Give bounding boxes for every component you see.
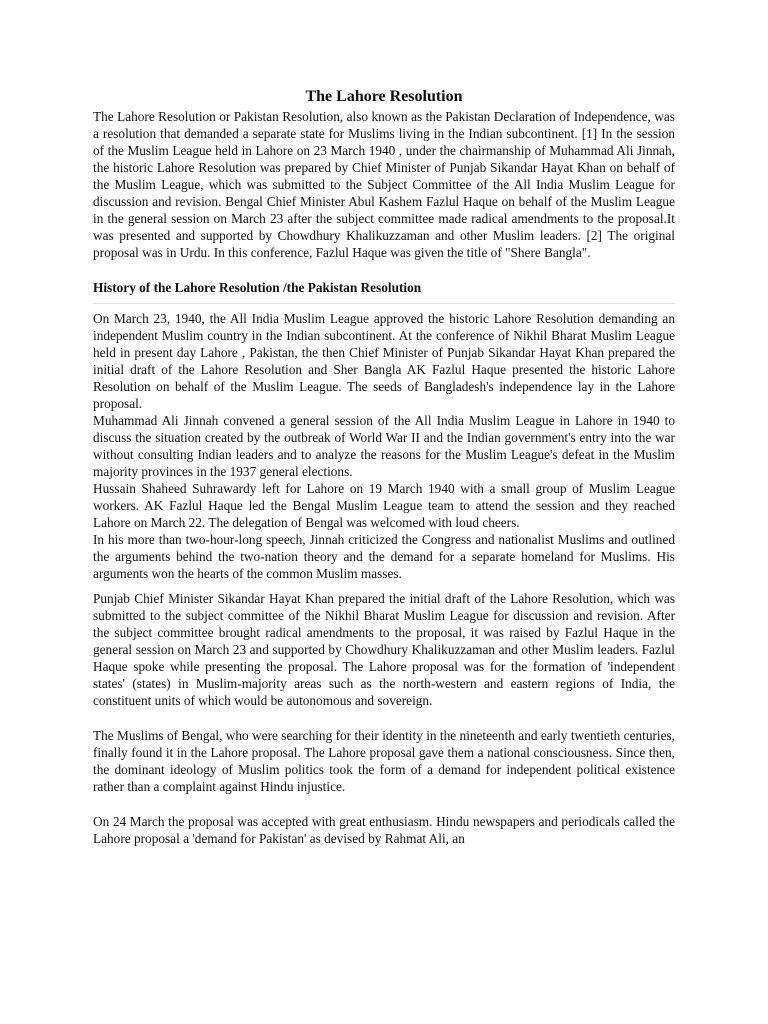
spacer: [93, 582, 675, 590]
history-paragraph-6: The Muslims of Bengal, who were searching for their identity in the nineteenth and early twentieth centuries, finally found it in the Lahore proposal. The Lahore proposal gave them a national consciousness. Since then, the dominant ideology of Muslim politics took the form of a demand for independent political existence rather than a complaint against Hindu injustice.: [93, 728, 675, 794]
spacer: [93, 709, 675, 727]
history-paragraph-1: On March 23, 1940, the All India Muslim League approved the historic Lahore Resolution demanding an independent Muslim country in the Indian subcontinent. At the conference of Nikhil Bharat Muslim League held in present day Lahore , Pakistan, the then Chief Minister of Punjab Sikandar Hayat Khan prepared the initial draft of the Lahore Resolution and Sher Bangla AK Fazlul Haque presented the historic Lahore Resolution on behalf of the Muslim League. The seeds of Bangladesh's independence lay in the Lahore proposal.: [93, 311, 675, 411]
intro-paragraph: The Lahore Resolution or Pakistan Resolution, also known as the Pakistan Declaration of Independence, was a resolution that demanded a separate state for Muslims living in the Indian subcontinent. [1] In the session of the Muslim League held in Lahore on 23 March 1940 , under the chairmanship of Muhammad Ali Jinnah, the historic Lahore Resolution was prepared by Chief Minister of Punjab Sikandar Hayat Khan on behalf of the Muslim League, which was submitted to the Subject Committee of the All India Muslim League for discussion and revision. Bengal Chief Minister Abul Kashem Fazlul Haque on behalf of the Muslim League in the general session on March 23 after the subject committee made radical amendments to the proposal.It was presented and supported by Chowdhury Khalikuzzaman and other Muslim leaders. [2] The original proposal was in Urdu. In this conference, Fazlul Haque was given the title of "Shere Bangla".: [93, 109, 675, 260]
history-paragraph-7: On 24 March the proposal was accepted with great enthusiasm. Hindu newspapers and periodicals called the Lahore proposal a 'demand for Pakistan' as devised by Rahmat Ali, an: [93, 814, 675, 846]
spacer: [93, 795, 675, 813]
document-page: [93, 84, 675, 847]
section-heading: History of the Lahore Resolution /the Pakistan Resolution: [93, 279, 675, 304]
history-paragraph-2: Muhammad Ali Jinnah convened a general session of the All India Muslim League in Lahore in 1940 to discuss the situation created by the outbreak of World War II and the Indian government's entry into the war without consulting Indian leaders and to analyze the reasons for the Muslim League's defeat in the Muslim majority provinces in the 1937 general elections.: [93, 413, 675, 479]
history-paragraph-5: Punjab Chief Minister Sikandar Hayat Khan prepared the initial draft of the Lahore Resolution, which was submitted to the subject committee of the Nikhil Bharat Muslim League for discussion and revision. After the subject committee brought radical amendments to the proposal, it was raised by Fazlul Haque in the general session on March 23 and supported by Chowdhury Khalikuzzaman and other Muslim leaders. Fazlul Haque spoke while presenting the proposal. The Lahore proposal was for the formation of 'independent states' (states) in Muslim-majority areas such as the north-western and eastern regions of India, the constituent units of which would be autonomous and sovereign.: [93, 591, 675, 708]
document-title: The Lahore Resolution: [305, 88, 463, 105]
history-paragraph-4: In his more than two-hour-long speech, Jinnah criticized the Congress and nationalist Muslims and outlined the arguments behind the two-nation theory and the demand for a separate homeland for Muslims. His arguments won the hearts of the common Muslim masses.: [93, 532, 675, 581]
history-paragraph-3: Hussain Shaheed Suhrawardy left for Lahore on 19 March 1940 with a small group of Muslim League workers. AK Fazlul Haque led the Bengal Muslim League team to attend the session and they reached Lahore on March 22. The delegation of Bengal was welcomed with loud cheers.: [93, 481, 675, 530]
spacer: [93, 261, 675, 279]
